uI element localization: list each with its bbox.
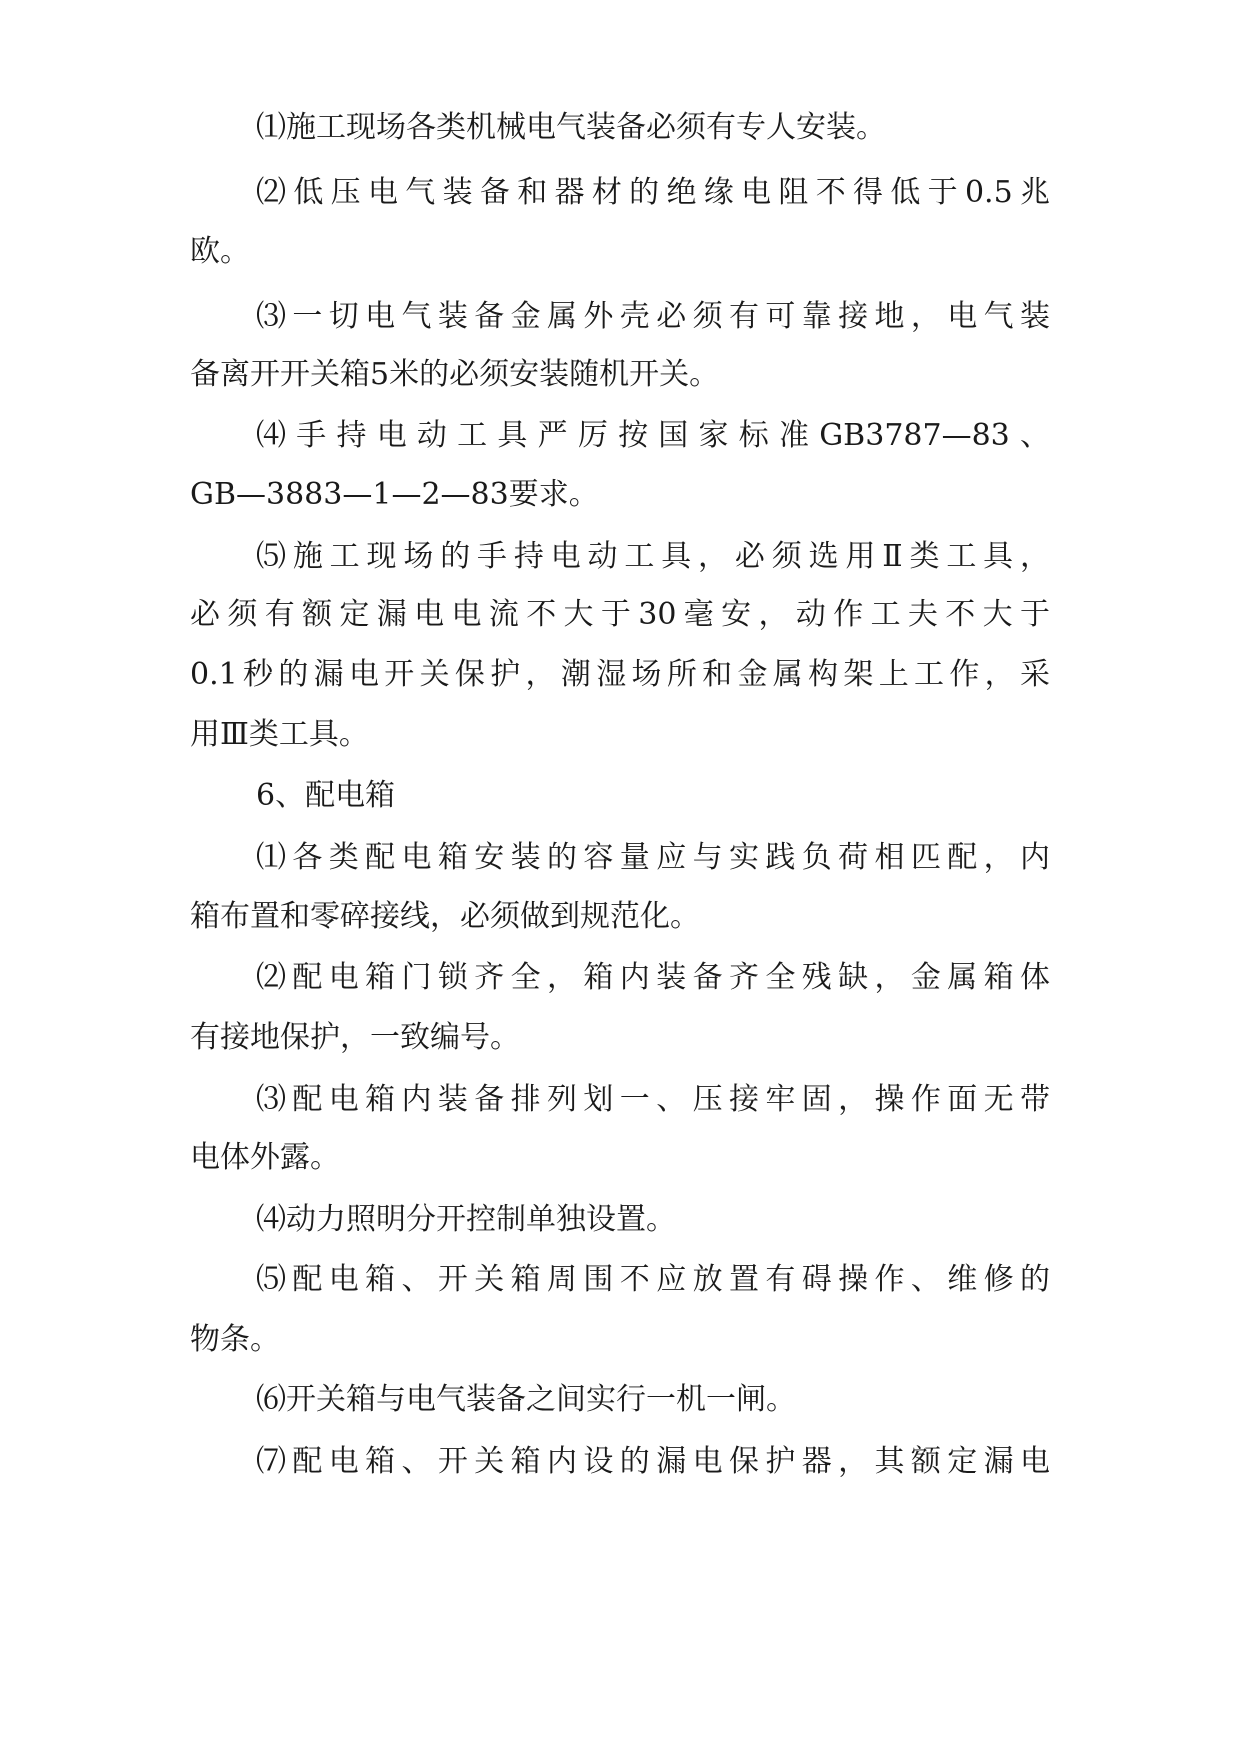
text-line-1: ⑴施工现场各类机械电气装备必须有专人安装。 xyxy=(256,110,886,145)
text-line-15: ⑵配电箱门锁齐全，箱内装备齐全残缺，金属箱体 xyxy=(256,960,1050,995)
text-line-20: ⑸配电箱、开关箱周围不应放置有碍操作、维修的 xyxy=(256,1262,1050,1297)
text-line-8: ⑸施工现场的手持电动工具，必须选用Ⅱ类工具， xyxy=(256,539,1050,574)
text-line-21: 物条。 xyxy=(190,1322,280,1357)
text-line-17: ⑶配电箱内装备排列划一、压接牢固，操作面无带 xyxy=(256,1082,1050,1117)
text-line-23: ⑺配电箱、开关箱内设的漏电保护器，其额定漏电 xyxy=(256,1444,1050,1479)
text-line-9: 必须有额定漏电电流不大于30毫安，动作工夫不大于 xyxy=(190,597,1050,632)
text-line-5: 备离开开关箱5米的必须安装随机开关。 xyxy=(190,357,720,392)
text-line-14: 箱布置和零碎接线，必须做到规范化。 xyxy=(190,899,700,934)
text-line-22: ⑹开关箱与电气装备之间实行一机一闸。 xyxy=(256,1382,796,1417)
text-line-11: 用Ⅲ类工具。 xyxy=(190,717,369,752)
text-line-13: ⑴各类配电箱安装的容量应与实践负荷相匹配，内 xyxy=(256,840,1050,875)
text-line-4: ⑶一切电气装备金属外壳必须有可靠接地，电气装 xyxy=(256,299,1050,334)
text-line-18: 电体外露。 xyxy=(190,1140,340,1175)
section-heading-distribution-box: 6、配电箱 xyxy=(256,778,396,813)
text-line-19: ⑷动力照明分开控制单独设置。 xyxy=(256,1202,676,1237)
text-line-6: ⑷手持电动工具严厉按国家标准GB3787—83、 xyxy=(256,418,1050,453)
text-line-7: GB—3883—1—2—83要求。 xyxy=(190,477,599,512)
text-line-2: ⑵低压电气装备和器材的绝缘电阻不得低于0.5兆 xyxy=(256,175,1050,210)
text-line-3: 欧。 xyxy=(190,234,250,269)
text-line-10: 0.1秒的漏电开关保护，潮湿场所和金属构架上工作，采 xyxy=(190,657,1050,692)
text-line-16: 有接地保护，一致编号。 xyxy=(190,1020,520,1055)
